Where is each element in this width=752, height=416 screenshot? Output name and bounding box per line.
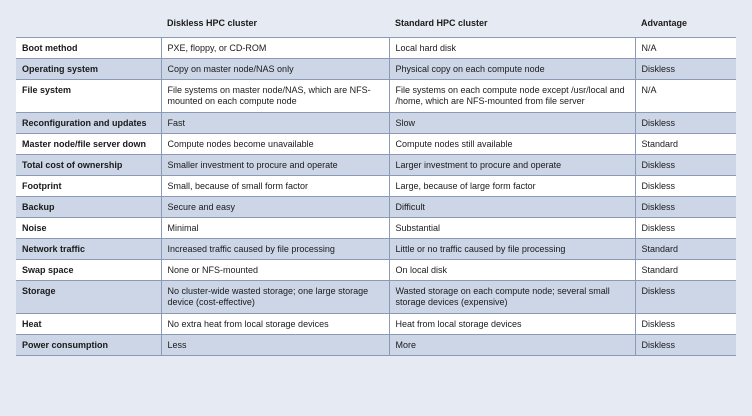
- standard-cell: Heat from local storage devices: [389, 314, 635, 335]
- standard-cell: Local hard disk: [389, 38, 635, 59]
- diskless-cell: Compute nodes become unavailable: [161, 134, 389, 155]
- standard-cell: Physical copy on each compute node: [389, 59, 635, 80]
- advantage-cell: Standard: [635, 260, 736, 281]
- row-aspect: Operating system: [16, 59, 161, 80]
- diskless-cell: Secure and easy: [161, 197, 389, 218]
- table-row: [16, 197, 736, 218]
- diskless-cell: Small, because of small form factor: [161, 176, 389, 197]
- standard-cell: Large, because of large form factor: [389, 176, 635, 197]
- row-aspect: Reconfiguration and updates: [16, 113, 161, 134]
- table-body: [16, 38, 736, 356]
- table-row: [16, 59, 736, 80]
- table-row: [16, 260, 736, 281]
- standard-cell: Difficult: [389, 197, 635, 218]
- standard-cell: File systems on each compute node except /usr/local and /home, which are NFS-mounted from file server: [389, 80, 635, 113]
- advantage-cell: Diskless: [635, 113, 736, 134]
- standard-cell: On local disk: [389, 260, 635, 281]
- diskless-cell: Minimal: [161, 218, 389, 239]
- row-aspect: Network traffic: [16, 239, 161, 260]
- table-row: [16, 281, 736, 314]
- table-row: [16, 113, 736, 134]
- diskless-cell: No cluster-wide wasted storage; one large storage device (cost-effective): [161, 281, 389, 314]
- diskless-cell: Fast: [161, 113, 389, 134]
- row-aspect: Power consumption: [16, 335, 161, 356]
- diskless-cell: No extra heat from local storage devices: [161, 314, 389, 335]
- diskless-cell: Increased traffic caused by file processing: [161, 239, 389, 260]
- header-diskless: Diskless HPC cluster: [167, 18, 258, 28]
- row-aspect: Storage: [16, 281, 161, 314]
- standard-cell: Substantial: [389, 218, 635, 239]
- advantage-cell: Diskless: [635, 281, 736, 314]
- header-aspect: [16, 13, 161, 38]
- row-aspect: Heat: [16, 314, 161, 335]
- row-aspect: File system: [16, 80, 161, 113]
- row-aspect: Swap space: [16, 260, 161, 281]
- advantage-cell: Standard: [635, 239, 736, 260]
- row-aspect: Footprint: [16, 176, 161, 197]
- diskless-cell: None or NFS-mounted: [161, 260, 389, 281]
- table-header: [16, 13, 736, 38]
- row-aspect: Master node/file server down: [16, 134, 161, 155]
- standard-cell: Compute nodes still available: [389, 134, 635, 155]
- advantage-cell: N/A: [635, 80, 736, 113]
- table-row: [16, 38, 736, 59]
- standard-cell: Wasted storage on each compute node; several small storage devices (expensive): [389, 281, 635, 314]
- advantage-cell: Diskless: [635, 197, 736, 218]
- diskless-cell: File systems on master node/NAS, which are NFS-mounted on each compute node: [161, 80, 389, 113]
- advantage-cell: Diskless: [635, 176, 736, 197]
- standard-cell: Little or no traffic caused by file processing: [389, 239, 635, 260]
- row-aspect: Boot method: [16, 38, 161, 59]
- advantage-cell: Diskless: [635, 218, 736, 239]
- row-aspect: Total cost of ownership: [16, 155, 161, 176]
- diskless-cell: Copy on master node/NAS only: [161, 59, 389, 80]
- header-advantage: Advantage: [641, 18, 688, 28]
- diskless-cell: Less: [161, 335, 389, 356]
- table-row: [16, 239, 736, 260]
- advantage-cell: Diskless: [635, 335, 736, 356]
- row-aspect: Noise: [16, 218, 161, 239]
- standard-cell: Larger investment to procure and operate: [389, 155, 635, 176]
- row-aspect: Backup: [16, 197, 161, 218]
- diskless-cell: Smaller investment to procure and operate: [161, 155, 389, 176]
- advantage-cell: N/A: [635, 38, 736, 59]
- table-row: [16, 335, 736, 356]
- table-row: [16, 218, 736, 239]
- diskless-cell: PXE, floppy, or CD-ROM: [161, 38, 389, 59]
- table-row: [16, 314, 736, 335]
- table-row: [16, 176, 736, 197]
- advantage-cell: Diskless: [635, 155, 736, 176]
- comparison-table: [16, 13, 736, 356]
- header-row: [16, 13, 736, 38]
- table-row: [16, 155, 736, 176]
- header-standard: Standard HPC cluster: [395, 18, 488, 28]
- standard-cell: More: [389, 335, 635, 356]
- advantage-cell: Standard: [635, 134, 736, 155]
- advantage-cell: Diskless: [635, 314, 736, 335]
- advantage-cell: Diskless: [635, 59, 736, 80]
- standard-cell: Slow: [389, 113, 635, 134]
- table-row: [16, 80, 736, 113]
- table-row: [16, 134, 736, 155]
